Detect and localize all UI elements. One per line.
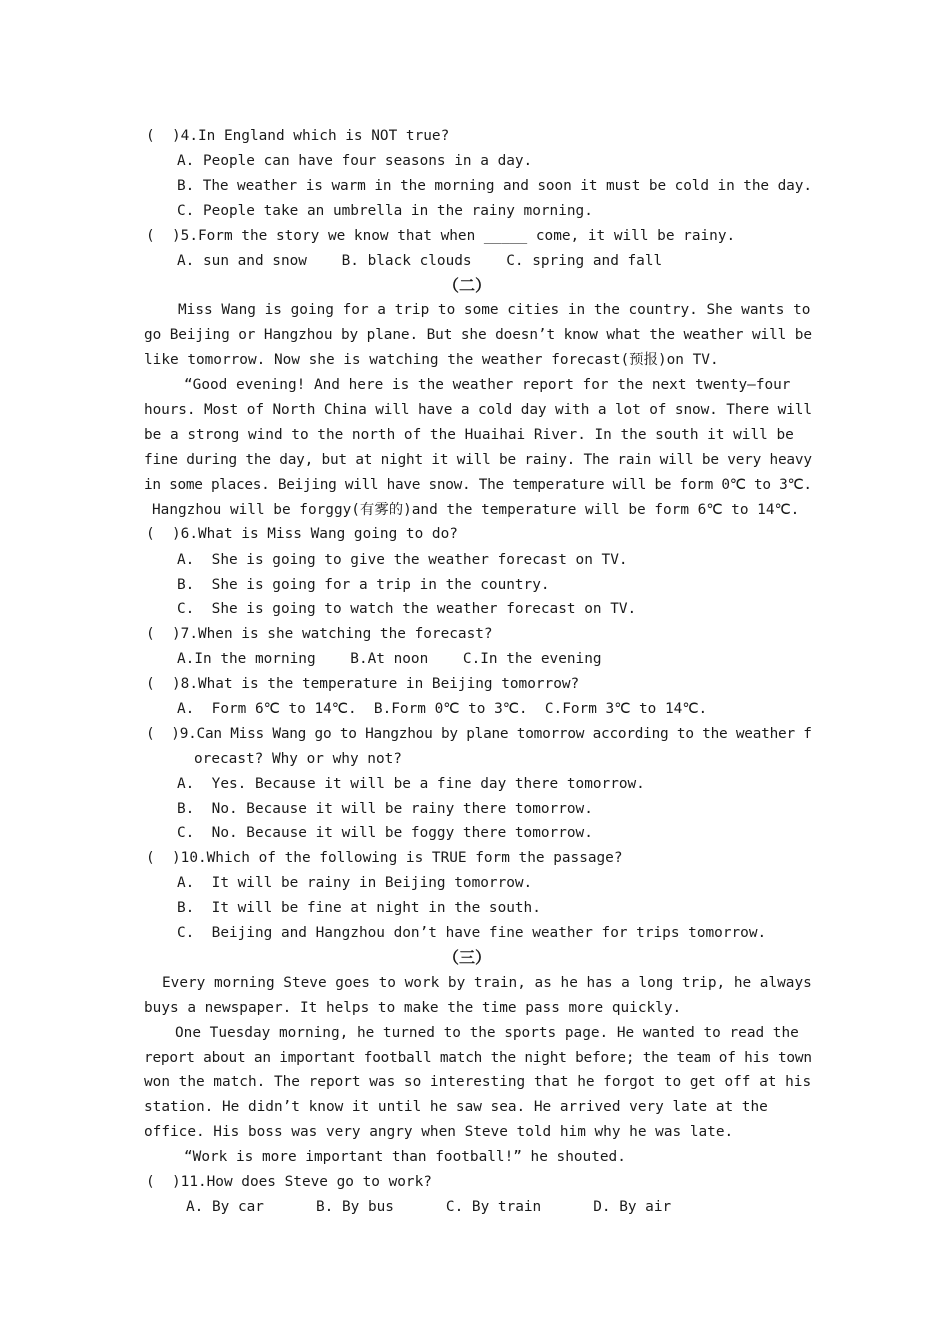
option-9b: B. No. Because it will be rainy there tomorrow. [177,801,593,817]
passage-line: buys a newspaper. It helps to make the time pass more quickly. [144,1000,682,1016]
option-9c: C. No. Because it will be foggy there tomorrow. [177,825,593,841]
question-7: ( )7.When is she watching the forecast? [146,626,493,642]
option-6b: B. She is going for a trip in the country. [177,577,550,593]
options-7: A.In the morning B.At noon C.In the evening [177,651,602,667]
option-4c: C. People take an umbrella in the rainy morning. [177,203,593,219]
question-10: ( )10.Which of the following is TRUE form the passage? [146,850,623,866]
question-9: ( )9.Can Miss Wang go to Hangzhou by plane tomorrow according to the weather f [146,726,812,742]
option-4a: A. People can have four seasons in a day. [177,153,533,169]
passage-line: One Tuesday morning, he turned to the sports page. He wanted to read the [175,1025,799,1041]
passage-line: be a strong wind to the north of the Huaihai River. In the south it will be [144,427,794,443]
passage-line: fine during the day, but at night it will be rainy. The rain will be very heavy [144,452,812,468]
passage-line: report about an important football match the night before; the team of his town [144,1050,812,1066]
option-4b: B. The weather is warm in the morning and soon it must be cold in the day. [177,178,812,194]
options-8: A. Form 6℃ to 14℃. B.Form 0℃ to 3℃. C.Form 3℃ to 14℃. [177,701,708,717]
option-10c: C. Beijing and Hangzhou don’t have fine weather for trips tomorrow. [177,925,767,941]
passage-line: “Work is more important than football!” he shouted. [184,1149,626,1165]
options-11: A. By car B. By bus C. By train D. By air [186,1199,672,1215]
section-heading-3: （三） [443,948,492,967]
passage-line: station. He didn’t know it until he saw sea. He arrived very late at the [144,1099,768,1115]
passage-line: like tomorrow. Now she is watching the weather forecast(预报)on TV. [144,352,719,368]
passage-line: Every morning Steve goes to work by train, as he has a long trip, he always [162,975,812,991]
passage-line: “Good evening! And here is the weather report for the next twenty—four [184,377,791,393]
option-6c: C. She is going to watch the weather forecast on TV. [177,601,637,617]
section-heading-2: （二） [443,276,492,295]
options-5: A. sun and snow B. black clouds C. spring and fall [177,253,663,269]
question-5: ( )5.Form the story we know that when _____ come, it will be rainy. [146,228,736,244]
option-9a: A. Yes. Because it will be a fine day there tomorrow. [177,776,645,792]
passage-line: Miss Wang is going for a trip to some cities in the country. She wants to [178,302,811,318]
passage-line: office. His boss was very angry when Steve told him why he was late. [144,1124,734,1140]
passage-line: hours. Most of North China will have a cold day with a lot of snow. There will [144,402,812,418]
question-6: ( )6.What is Miss Wang going to do? [146,526,458,542]
option-6a: A. She is going to give the weather forecast on TV. [177,552,628,568]
passage-line: won the match. The report was so interesting that he forgot to get off at his [144,1074,812,1090]
passage-line: Hangzhou will be forggy(有雾的)and the temperature will be form 6℃ to 14℃. [152,502,800,518]
question-8: ( )8.What is the temperature in Beijing tomorrow? [146,676,580,692]
option-10b: B. It will be fine at night in the south. [177,900,541,916]
question-9-continuation: orecast? Why or why not? [194,751,402,767]
option-10a: A. It will be rainy in Beijing tomorrow. [177,875,533,891]
passage-line: go Beijing or Hangzhou by plane. But she doesn’t know what the weather will be [144,327,812,343]
passage-line: in some places. Beijing will have snow. The temperature will be form 0℃ to 3℃. [144,477,812,493]
question-4: ( )4.In England which is NOT true? [146,128,450,144]
question-11: ( )11.How does Steve go to work? [146,1174,432,1190]
